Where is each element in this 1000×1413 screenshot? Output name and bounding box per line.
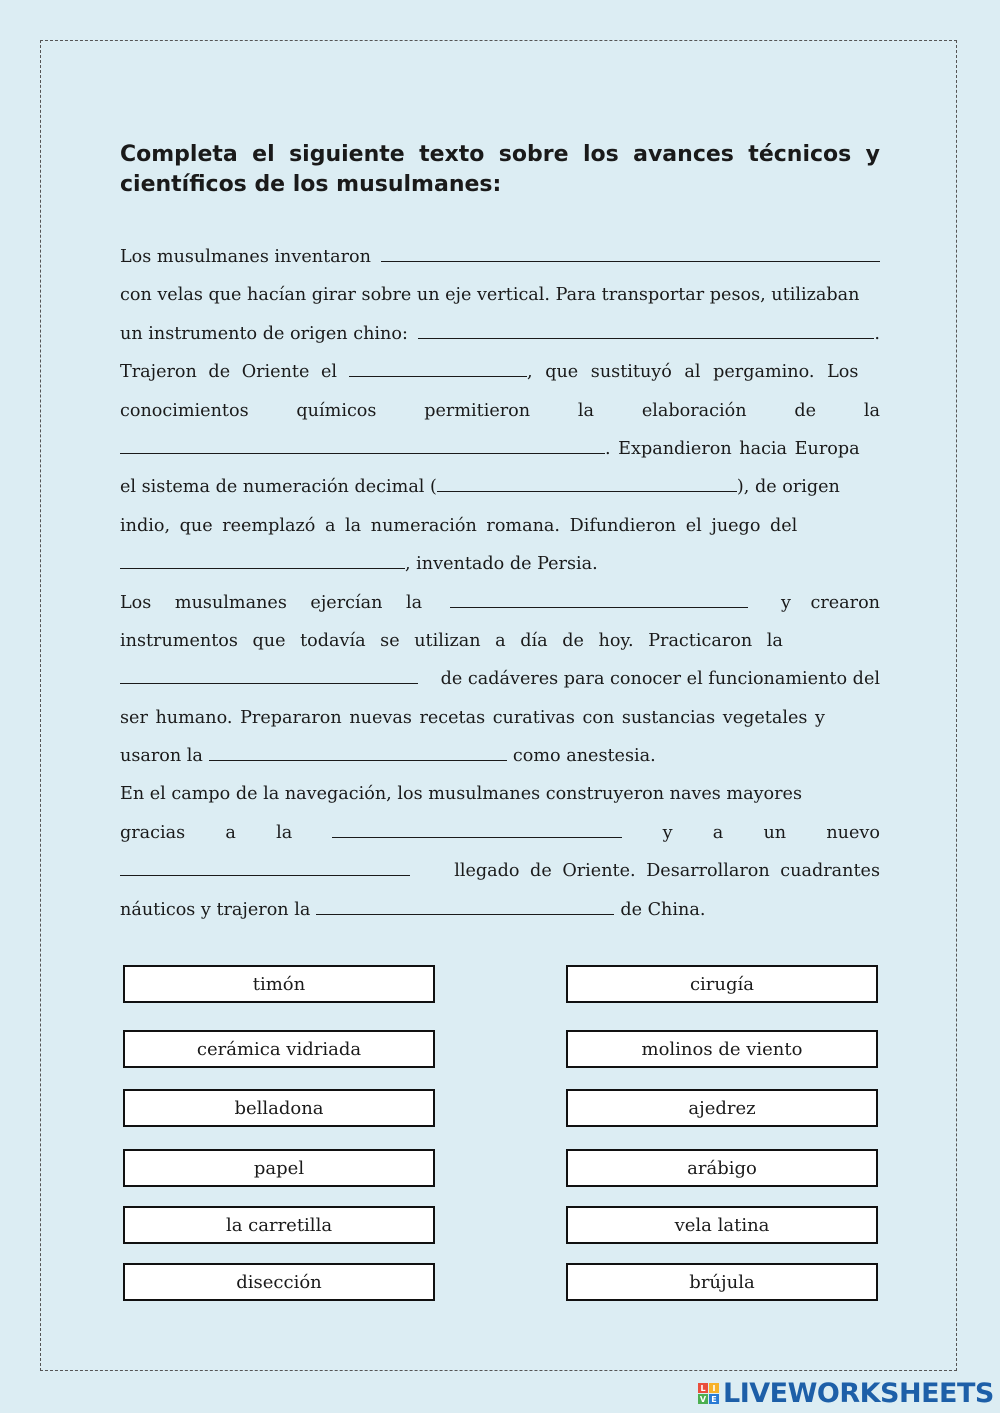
word-option[interactable]: belladona: [123, 1089, 435, 1127]
answer-blank-4[interactable]: [120, 439, 605, 454]
text-line: conocimientos químicos permitieron la elaboración de la: [120, 400, 880, 421]
word-option[interactable]: ajedrez: [566, 1089, 878, 1127]
answer-blank-6[interactable]: [120, 554, 405, 569]
word-option[interactable]: disección: [123, 1263, 435, 1301]
answer-blank-11[interactable]: [120, 861, 410, 876]
text-line: con velas que hacían girar sobre un eje vertical. Para transportar pesos, utilizaban: [120, 285, 860, 306]
answer-blank-9[interactable]: [209, 746, 507, 761]
word-option[interactable]: timón: [123, 965, 435, 1003]
word-option[interactable]: papel: [123, 1149, 435, 1187]
word-option[interactable]: vela latina: [566, 1206, 878, 1244]
text-line: , inventado de Persia.: [120, 545, 880, 583]
answer-blank-2[interactable]: [418, 324, 875, 339]
text-line: Los musulmanes ejercían la y crearon: [120, 592, 880, 613]
word-option[interactable]: arábigo: [566, 1149, 878, 1187]
text-line: instrumentos que todavía se utilizan a día de hoy. Practicaron la: [120, 630, 783, 651]
answer-blank-5[interactable]: [437, 477, 737, 492]
text-line: gracias a la y a un nuevo: [120, 822, 880, 843]
text-line: el sistema de numeración decimal ( ), de origen: [120, 477, 840, 498]
text-line: Trajeron de Oriente el , que sustituyó al pergamino. Los: [120, 362, 859, 383]
word-option[interactable]: brújula: [566, 1263, 878, 1301]
text-line: un instrumento de origen chino: .: [120, 323, 880, 344]
text-line: de cadáveres para conocer el funcionamiento del: [120, 660, 880, 698]
answer-blank-8[interactable]: [120, 669, 418, 684]
logo-wordmark: LIVEWORKSHEETS: [723, 1378, 994, 1409]
text-line: indio, que reemplazó a la numeración romana. Difundieron el juego del: [120, 515, 798, 536]
answer-blank-7[interactable]: [450, 593, 748, 608]
word-option[interactable]: cirugía: [566, 965, 878, 1003]
text-line: En el campo de la navegación, los musulmanes construyeron naves mayores: [120, 784, 802, 805]
text-line: ser humano. Prepararon nuevas recetas curativas con sustancias vegetales y: [120, 707, 825, 728]
answer-blank-3[interactable]: [349, 362, 527, 377]
title-line-2: científicos de los musulmanes:: [120, 172, 502, 197]
word-option[interactable]: la carretilla: [123, 1206, 435, 1244]
worksheet-title: [120, 140, 880, 200]
text-line: Los musulmanes inventaron: [120, 238, 880, 276]
text-line: náuticos y trajeron la de China.: [120, 899, 706, 920]
answer-blank-1[interactable]: [381, 247, 880, 262]
cloze-text: [120, 238, 880, 929]
word-option[interactable]: molinos de viento: [566, 1030, 878, 1068]
text-line: . Expandieron hacia Europa: [120, 430, 880, 468]
text-line: llegado de Oriente. Desarrollaron cuadrantes: [120, 852, 880, 890]
liveworksheets-logo: [698, 1378, 994, 1409]
title-line-1: Completa el siguiente texto sobre los avances técnicos y: [120, 142, 880, 167]
word-option[interactable]: cerámica vidriada: [123, 1030, 435, 1068]
text-line: usaron la como anestesia.: [120, 746, 656, 767]
answer-blank-12[interactable]: [316, 900, 614, 915]
logo-cube-icon: L I V E: [698, 1383, 719, 1404]
answer-blank-10[interactable]: [332, 823, 622, 838]
